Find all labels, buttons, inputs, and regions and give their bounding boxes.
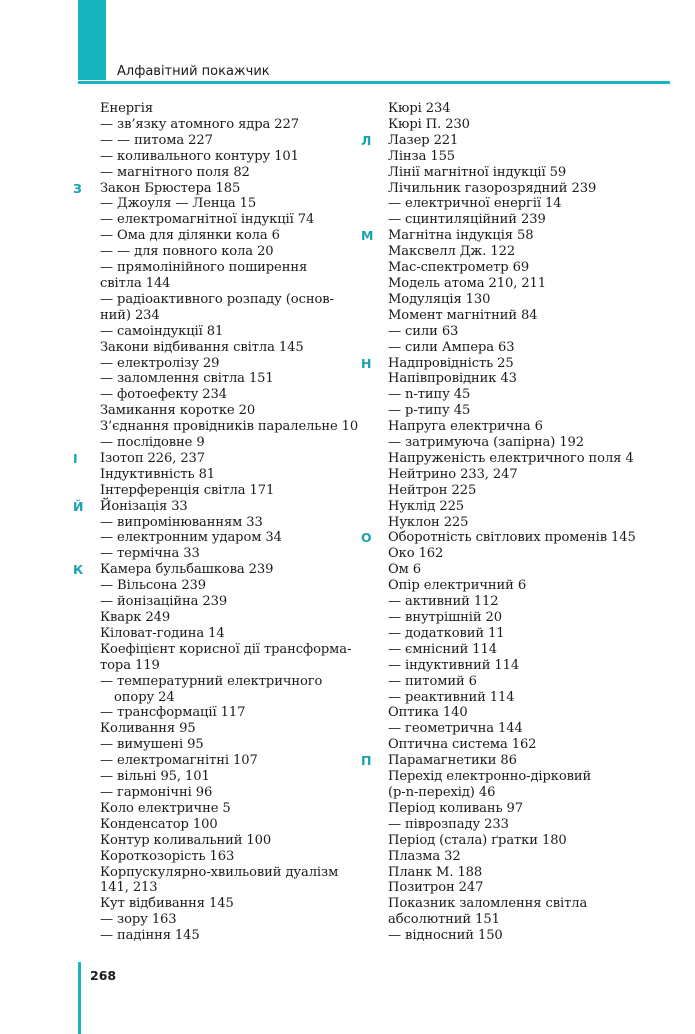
- index-entry: [388, 833, 658, 849]
- index-entry: [388, 849, 658, 865]
- index-entry: [388, 626, 658, 642]
- index-entry: [73, 562, 365, 578]
- index-entry: [388, 880, 658, 896]
- index-entry: [100, 578, 365, 594]
- index-entry-text: Планк М. 188: [388, 864, 483, 880]
- index-entry-text: Індуктивність 81: [100, 466, 216, 482]
- index-entry: [100, 276, 365, 292]
- index-entry-text: Лазер 221: [388, 132, 459, 148]
- index-entry: [100, 674, 365, 690]
- index-entry: [100, 467, 365, 483]
- index-entry: [73, 450, 365, 467]
- index-entry: [100, 515, 365, 531]
- index-entry-text: — трансформації 117: [100, 705, 246, 721]
- index-entry-text: Кварк 249: [100, 610, 171, 625]
- section-letter: Л: [361, 132, 372, 148]
- index-column-right: [361, 101, 658, 944]
- index-entry-text: Ом 6: [388, 562, 422, 578]
- index-entry: [100, 133, 365, 149]
- index-entry-text: — вимушені 95: [100, 737, 204, 753]
- index-entry: [361, 753, 658, 769]
- index-entry: [388, 117, 658, 133]
- index-entry: [388, 451, 658, 467]
- index-entry-text: Нейтрон 225: [388, 482, 477, 498]
- index-entry: [388, 658, 658, 674]
- index-entry-text: — електромагнітної індукції 74: [100, 212, 315, 228]
- index-entry: [100, 356, 365, 372]
- index-entry-text: Контур коливальний 100: [100, 832, 272, 848]
- index-entry-text: Позитрон 247: [388, 880, 484, 896]
- index-entry: [361, 228, 658, 244]
- index-entry-text: Опір електричний 6: [388, 578, 527, 594]
- index-entry: [388, 674, 658, 690]
- index-entry: [100, 721, 365, 737]
- index-entry-text: Момент магнітний 84: [388, 307, 538, 323]
- section-letter: Й: [73, 498, 84, 514]
- index-entry: [361, 530, 658, 546]
- index-entry-text: Перехід електронно-дірковий: [388, 769, 592, 785]
- index-entry-text: — випромінюванням 33: [100, 514, 263, 530]
- index-entry-text: тора 119: [100, 657, 160, 673]
- index-entry-text: Напівпровідник 43: [388, 371, 517, 387]
- index-entry: [388, 896, 658, 912]
- index-entry: [388, 435, 658, 451]
- index-entry-text: — заломлення світла 151: [100, 371, 274, 387]
- index-entry-text: Показник заломлення світла: [388, 896, 588, 912]
- index-entry-text: Кіловат-година 14: [100, 625, 225, 641]
- index-entry: [388, 865, 658, 881]
- index-entry: [100, 308, 365, 324]
- index-entry: [100, 292, 365, 308]
- index-entry: [100, 769, 365, 785]
- index-entry: [100, 212, 365, 228]
- index-entry: [388, 562, 658, 578]
- index-entry: [388, 785, 658, 801]
- index-entry-text: — електронним ударом 34: [100, 530, 282, 546]
- index-entry: [388, 387, 658, 403]
- index-entry: [100, 817, 365, 833]
- index-entry: [100, 849, 365, 865]
- index-entry: [100, 165, 365, 181]
- index-entry-text: — температурний електричного: [100, 673, 323, 689]
- index-entry: [388, 737, 658, 753]
- index-entry: [100, 435, 365, 451]
- section-letter: М: [361, 228, 374, 244]
- index-entry-text: — гармонічні 96: [100, 784, 213, 800]
- index-entry-text: Коефіцієнт корисної дії трансформа-: [100, 641, 352, 657]
- index-entry-text: — активний 112: [388, 594, 499, 610]
- index-entry-text: Нейтрино 233, 247: [388, 466, 518, 482]
- index-entry-text: — падіння 145: [100, 928, 200, 944]
- index-entry: [100, 801, 365, 817]
- index-entry: [388, 165, 658, 181]
- index-entry-text: Йонізація 33: [100, 498, 188, 514]
- index-entry-text: — електричної енергії 14: [388, 196, 562, 212]
- index-entry-text: — сили Ампера 63: [388, 339, 515, 355]
- header-divider: [78, 81, 670, 84]
- index-entry-text: — затримуюча (запірна) 192: [388, 435, 585, 451]
- index-entry: [388, 515, 658, 531]
- index-entry-text: Короткозорість 163: [100, 848, 235, 864]
- index-entry-text: (p-n-перехід) 46: [388, 784, 496, 800]
- index-entry-text: — індуктивний 114: [388, 657, 520, 673]
- index-entry-text: — послідовне 9: [100, 435, 205, 451]
- index-entry-text: — Джоуля — Ленца 15: [100, 196, 257, 212]
- index-entry: [100, 753, 365, 769]
- index-entry-text: Замикання коротке 20: [100, 403, 256, 419]
- index-entry-text: — коливального контуру 101: [100, 148, 299, 164]
- index-entry-text: Напруженість електричного поля 4: [388, 450, 634, 466]
- index-entry: [388, 483, 658, 499]
- index-entry-text: — зв’язку атомного ядра 227: [100, 116, 299, 132]
- index-entry-text: Лінії магнітної індукції 59: [388, 164, 567, 180]
- index-entry-text: — додатковий 11: [388, 625, 505, 641]
- index-entry: [100, 546, 365, 562]
- index-entry-text: опору 24: [114, 689, 175, 705]
- index-entry: [388, 912, 658, 928]
- index-entry-text: Закони відбивання світла 145: [100, 339, 304, 355]
- index-entry-text: Максвелл Дж. 122: [388, 244, 516, 260]
- index-entry: [100, 387, 365, 403]
- index-entry-text: — електромагнітні 107: [100, 753, 258, 769]
- index-entry: [388, 196, 658, 212]
- index-entry: [361, 132, 658, 149]
- index-entry-text: Конденсатор 100: [100, 816, 218, 832]
- index-entry-text: Закон Брюстера 185: [100, 180, 241, 196]
- index-entry: [100, 658, 365, 674]
- index-entry-text: Модуляція 130: [388, 291, 491, 307]
- index-entry-text: — вільні 95, 101: [100, 769, 210, 785]
- index-entry: [388, 499, 658, 515]
- index-entry-text: — зору 163: [100, 912, 177, 928]
- index-entry-text: — радіоактивного розпаду (основ-: [100, 291, 334, 307]
- index-entry: [388, 244, 658, 260]
- index-entry-text: — магнітного поля 82: [100, 164, 250, 180]
- index-entry: [388, 340, 658, 356]
- index-entry: [100, 244, 365, 260]
- index-entry: [100, 865, 365, 881]
- index-entry-text: — Ома для ділянки кола 6: [100, 228, 280, 244]
- index-entry-text: — термічна 33: [100, 546, 200, 562]
- index-entry: [100, 626, 365, 642]
- index-entry-text: Надпровідність 25: [388, 355, 514, 371]
- index-entry-text: — фотоефекту 234: [100, 387, 227, 403]
- index-entry: [388, 308, 658, 324]
- index-entry-text: — реактивний 114: [388, 689, 515, 705]
- index-entry: [100, 880, 365, 896]
- index-entry: [388, 578, 658, 594]
- index-entry: [388, 149, 658, 165]
- index-entry: [388, 181, 658, 197]
- index-entry: [100, 785, 365, 801]
- index-entry: [388, 212, 658, 228]
- index-entry: [100, 896, 365, 912]
- index-entry: [100, 690, 365, 706]
- section-letter: І: [73, 450, 78, 466]
- index-entry-text: — відносний 150: [388, 928, 503, 944]
- index-entry: [100, 371, 365, 387]
- index-entry: [100, 833, 365, 849]
- index-entry: [100, 340, 365, 356]
- page-number: 268: [90, 968, 117, 983]
- index-entry: [100, 196, 365, 212]
- index-entry: [100, 594, 365, 610]
- page-title: Алфавітний покажчик: [117, 64, 270, 79]
- index-entry-text: Лінза 155: [388, 148, 456, 164]
- section-letter: О: [361, 530, 372, 546]
- index-entry-text: Енергія: [100, 101, 154, 116]
- index-entry: [100, 324, 365, 340]
- index-entry-text: світла 144: [100, 275, 171, 291]
- index-entry: [388, 260, 658, 276]
- index-entry: [100, 928, 365, 944]
- index-entry: [100, 403, 365, 419]
- index-entry: [388, 769, 658, 785]
- index-entry: [100, 260, 365, 276]
- index-entry-text: Магнітна індукція 58: [388, 228, 534, 244]
- index-entry-text: — p-типу 45: [388, 403, 471, 419]
- index-entry-text: Ізотоп 226, 237: [100, 450, 206, 466]
- index-entry-text: 141, 213: [100, 880, 158, 896]
- index-entry: [100, 483, 365, 499]
- index-entry-text: — внутрішній 20: [388, 610, 503, 625]
- index-entry: [100, 419, 365, 435]
- index-entry: [388, 801, 658, 817]
- index-entry-text: Нуклон 225: [388, 514, 469, 530]
- index-entry-text: Парамагнетики 86: [388, 753, 517, 769]
- index-entry: [100, 228, 365, 244]
- index-entry-text: Корпускулярно-хвильовий дуалізм: [100, 864, 339, 880]
- index-entry-text: Модель атома 210, 211: [388, 275, 547, 291]
- index-entry-text: Нуклід 225: [388, 498, 465, 514]
- index-entry-text: Лічильник газорозрядний 239: [388, 180, 597, 196]
- index-entry-text: Кюрі П. 230: [388, 116, 470, 132]
- index-entry: [388, 292, 658, 308]
- index-entry: [100, 610, 365, 626]
- index-entry-text: Плазма 32: [388, 848, 461, 864]
- index-entry-text: Око 162: [388, 546, 444, 562]
- index-entry: [100, 117, 365, 133]
- index-entry: [388, 721, 658, 737]
- index-entry: [361, 355, 658, 372]
- index-entry: [388, 419, 658, 435]
- index-entry-text: абсолютний 151: [388, 912, 500, 928]
- index-entry-text: ний) 234: [100, 307, 160, 323]
- index-entry-text: — сцинтиляційний 239: [388, 212, 546, 228]
- index-entry: [388, 324, 658, 340]
- section-letter: К: [73, 562, 84, 578]
- index-entry: [100, 530, 365, 546]
- index-entry: [100, 737, 365, 753]
- index-entry-text: Напруга електрична 6: [388, 419, 543, 435]
- index-entry-text: — Вільсона 239: [100, 578, 207, 594]
- index-entry: [73, 180, 365, 197]
- index-entry-text: Інтерференція світла 171: [100, 482, 275, 498]
- section-letter: Н: [361, 355, 372, 371]
- index-entry-text: Оптична система 162: [388, 737, 537, 753]
- index-entry: [388, 610, 658, 626]
- index-entry: [388, 403, 658, 419]
- index-entry-text: — — питома 227: [100, 132, 213, 148]
- index-entry-text: — питомий 6: [388, 673, 477, 689]
- index-entry-text: — самоіндукції 81: [100, 323, 224, 339]
- index-entry-text: — ємнісний 114: [388, 641, 497, 657]
- footer-accent-bar: [78, 962, 81, 1034]
- index-entry-text: — n-типу 45: [388, 387, 471, 403]
- index-entry-text: — прямолінійного поширення: [100, 260, 308, 276]
- index-entry-text: Кюрі 234: [388, 101, 451, 116]
- index-entry: [100, 101, 365, 117]
- index-entry: [388, 546, 658, 562]
- index-entry: [388, 467, 658, 483]
- index-entry: [388, 817, 658, 833]
- index-entry-text: Коливання 95: [100, 721, 196, 737]
- index-entry: [388, 594, 658, 610]
- index-entry-text: — — для повного кола 20: [100, 244, 274, 260]
- index-entry: [100, 705, 365, 721]
- index-entry-text: Коло електричне 5: [100, 800, 231, 816]
- index-column-left: [73, 101, 365, 944]
- index-entry: [388, 371, 658, 387]
- index-entry-text: — піврозпаду 233: [388, 816, 509, 832]
- index-entry-text: Кут відбивання 145: [100, 896, 234, 912]
- index-entry-text: Мас-спектрометр 69: [388, 260, 530, 276]
- index-entry: [100, 149, 365, 165]
- index-entry: [100, 642, 365, 658]
- index-entry-text: Оптика 140: [388, 705, 468, 721]
- index-entry: [388, 642, 658, 658]
- index-entry-text: Камера бульбашкова 239: [100, 562, 274, 578]
- index-entry: [388, 928, 658, 944]
- index-entry: [388, 276, 658, 292]
- index-entry-text: Період (стала) ґратки 180: [388, 832, 567, 848]
- index-entry-text: — електролізу 29: [100, 355, 220, 371]
- header-accent-tab: [78, 0, 106, 80]
- section-letter: З: [73, 180, 82, 196]
- index-entry: [388, 101, 658, 117]
- index-entry-text: Оборотність світлових променів 145: [388, 530, 636, 546]
- index-entry-text: Період коливань 97: [388, 800, 524, 816]
- index-entry: [388, 705, 658, 721]
- section-letter: П: [361, 753, 372, 769]
- index-entry: [388, 690, 658, 706]
- index-entry: [73, 498, 365, 515]
- index-entry: [100, 912, 365, 928]
- index-entry-text: — йонізаційна 239: [100, 594, 228, 610]
- index-entry-text: — сили 63: [388, 323, 459, 339]
- index-entry-text: — геометрична 144: [388, 721, 523, 737]
- index-entry-text: З’єднання провідників паралельне 10: [100, 419, 359, 435]
